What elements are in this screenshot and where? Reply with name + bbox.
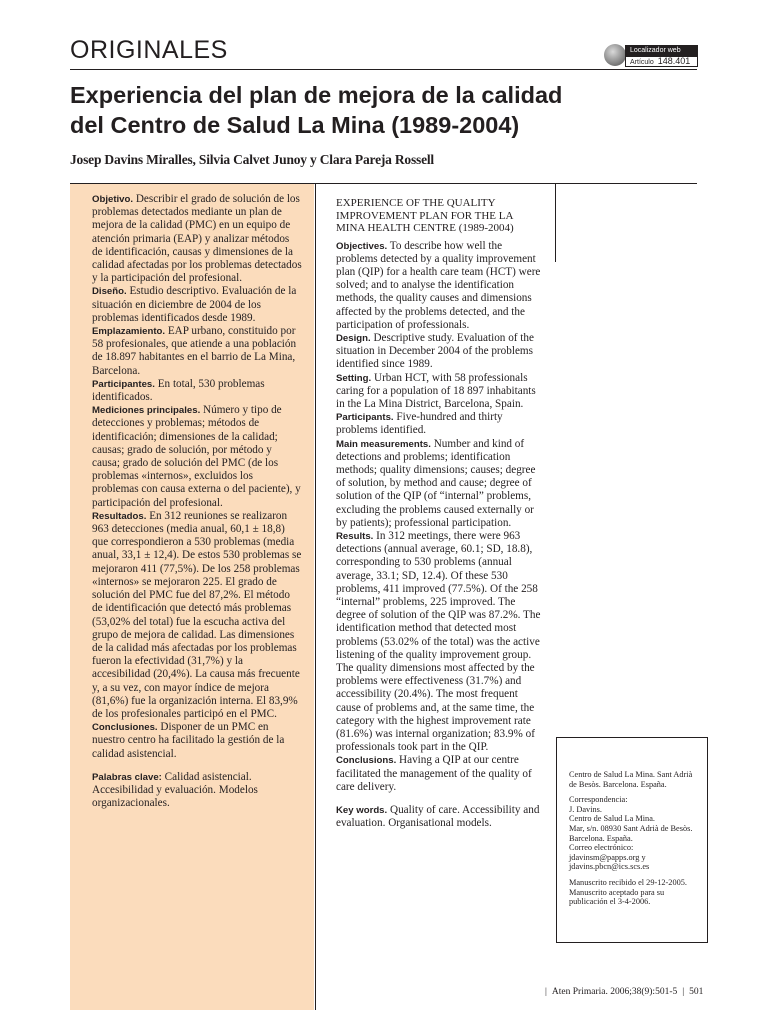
correspondence-line: J. Davins. (569, 804, 602, 814)
abstract-label: Mediciones principales. (92, 405, 201, 417)
email-link[interactable]: jdavins.pbcn@ics.scs.es (569, 862, 650, 872)
abstract-paragraph (92, 325, 302, 378)
abstract-paragraph (92, 378, 302, 404)
abstract-label: Objetivo. (92, 194, 134, 205)
abstract-text: Urban HCT, with 58 professionals caring for a population of 18 897 inhabitants in the La Mina District, Barcelona, Spain. (336, 371, 536, 410)
abstract-text: Estudio descriptivo. Evaluación de la situación en diciembre de 2004 de los problemas identificados desde 1989. (92, 285, 297, 324)
section-divider (70, 69, 697, 70)
abstract-paragraph (336, 372, 542, 412)
abstract-text: Having a QIP at our centre facilitated the management of the quality of care delivery. (336, 754, 532, 793)
abstract-text: En total, 530 problemas identificados. (92, 377, 265, 404)
correspondence-line: Correo electrónico: (569, 843, 634, 853)
received-date: Manuscrito recibido el 29-12-2005. (569, 877, 687, 887)
page-number: 501 (689, 987, 704, 997)
page-footer: | Aten Primaria. 2006;38(9):501-5 | 501 (545, 987, 704, 997)
abstract-label: Results. (336, 530, 374, 542)
abstract-label: Diseño. (92, 286, 127, 298)
locator-article-label: Artículo (630, 59, 654, 66)
abstract-paragraph (336, 240, 542, 332)
title-line-1: Experiencia del plan de mejora de la calidad (70, 82, 563, 108)
abstract-label: Emplazamiento. (92, 326, 166, 338)
affiliation-center: Centro de Salud La Mina. Sant Adrià de Besòs. Barcelona. España. (569, 770, 693, 789)
abstract-paragraph (336, 332, 542, 372)
abstract-label: Conclusiones. (92, 722, 158, 734)
abstract-paragraph (336, 754, 542, 794)
abstract-label: Objectives. (336, 240, 388, 252)
keywords-label: Palabras clave: (92, 771, 162, 783)
abstract-paragraph (92, 285, 302, 325)
accepted-date: Manuscrito aceptado para su publicación el 3-4-2006. (569, 887, 665, 907)
abstract-paragraph (92, 721, 302, 761)
abstract-text: Describir el grado de solución de los problemas detectados mediante un plan de mejora de la calidad (PMC) en un equipo de atención primaria (EAP) y analizar métodos de identificación, causas y dimensiones de la calidad afectadas por los problemas detectados y la participación del profesional. (92, 193, 302, 285)
abstract-label: Main measurements. (336, 438, 431, 450)
locator-label: Localizador web (625, 45, 698, 56)
abstract-paragraph (336, 411, 542, 437)
abstract-paragraph (336, 530, 542, 754)
abstract-text: Number and kind of detections and problems; identification methods; quality dimensions; causes; degree of solution, by method and cause; degree of solution of the QIP (of “internal” problems, excluding the problems caused externally or by patients); professional participation. (336, 437, 536, 529)
section-label: ORIGINALES (70, 36, 228, 64)
abstract-label: Participants. (336, 412, 394, 424)
abstract-label: Conclusions. (336, 755, 397, 767)
abstract-text: Descriptive study. Evaluation of the situation in December 2004 of the problems identified since 1989. (336, 331, 534, 371)
keywords-label: Key words. (336, 805, 388, 817)
abstract-text: En 312 reuniones se realizaron 963 detecciones (media anual, 60,1 ± 18,8) que correspondieron a 530 problemas (media anual, 33,1 ± 12,4). De estos 530 problemas se mejoraron 411 (77,5%). De los 258 problemas «internos» se mejoraron 225. El grado de solución del PMC fue del 87,2%. El método de identificación que detectó más problemas (53,02% del total) fue la escucha activa del grupo de mejora de calidad. Las dimensiones de la calidad más afectadas por los problemas fueron la efectividad (31,7%) y la accesibilidad (20,4%). La causa más frecuente y, a su vez, con mayor índice de mejora (81,6%) fue la organización interna. El 83,9% de los profesionales participó en el PMC. (92, 509, 302, 720)
abstract-text: Five-hundred and thirty problems identified. (336, 411, 503, 437)
journal-citation: Aten Primaria. 2006;38(9):501-5 (551, 987, 678, 997)
keywords-text: Calidad asistencial. Accesibilidad y evaluación. Modelos organizacionales. (92, 770, 258, 810)
abstract-label: Participantes. (92, 378, 155, 390)
abstract-paragraph (92, 510, 302, 721)
column-divider (315, 184, 316, 1010)
web-locator-badge[interactable] (604, 43, 698, 70)
abstract-text: Número y tipo de detecciones y problemas; métodos de identificación; dimensiones de la calidad; causas; grado de solución, por método y causa; grado de solución del PMC (de los problemas «internos», excluidos los problemas con causa externa o del paciente), y participación del profesional. (92, 404, 301, 509)
correspondence-line: Mar, s/n. 08930 Sant Adrià de Besòs. Barcelona. España. (569, 823, 693, 843)
locator-article-number: 148.401 (657, 56, 691, 66)
abstract-text: To describe how well the problems detected by a quality improvement plan (QIP) for a health care team (HCT) were solved; and to analyse the identification methods, the quality causes and dimensions affected by the problems detected, and the participation of professionals. (336, 239, 541, 331)
correspondence-line: Centro de Salud La Mina. (569, 814, 655, 824)
authors: Josep Davins Miralles, Silvia Calvet Junoy y Clara Pareja Rossell (70, 152, 434, 167)
abstract-text: Disponer de un PMC en nuestro centro ha facilitado la gestión de la calidad asistencial. (92, 721, 285, 760)
abstract-label: Design. (336, 332, 371, 344)
locator-icon (604, 44, 626, 66)
english-abstract (336, 197, 542, 830)
abstract-paragraph (336, 438, 542, 530)
keywords (336, 804, 542, 830)
keywords-text: Quality of care. Accessibility and evaluation. Organisational models. (336, 804, 540, 830)
abstract-text: EAP urbano, constituido por 58 profesionales, que atiende a una población de 18.897 habitantes en el barrio de La Mina, Barcelona. (92, 325, 297, 377)
manuscript-dates (569, 878, 699, 907)
correspondence-line: Correspondencia: (569, 795, 628, 805)
keywords (92, 771, 302, 811)
column-divider (555, 184, 556, 262)
english-abstract-title: EXPERIENCE OF THE QUALITY IMPROVEMENT PLAN FOR THE LA MINA HEALTH CENTRE (1989-2004) (336, 197, 514, 234)
abstract-label: Setting. (336, 372, 372, 384)
email-link[interactable]: jdavinsm@papps.org y (569, 852, 646, 862)
correspondence (569, 795, 699, 872)
article-title (70, 80, 680, 140)
abstract-paragraph (92, 193, 302, 285)
abstract-paragraph (92, 404, 302, 510)
abstract-text: In 312 meetings, there were 963 detections (annual average, 60.1; SD, 18.8), corresponding to 530 problems (annual average, 33.1; SD, 12.4). Of these 530 problems, 411 improved (77.5%). Of the 258 “internal” problems, 225 improved. The degree of solution of the QIP was 87.2%. The identification method that detected most problems (53.02% of the total) was the active listening of the quality improvement group. The quality dimensions most affected by the problems were effectiveness (31.7%) and accessibility (20.4%). The most frequent cause of problems and, at the same time, the category with the highest improvement rate (81.6%) was internal organization; 83.9% of professionals took part in the QIP. (336, 529, 541, 754)
locator-article (625, 56, 698, 67)
spanish-abstract (92, 193, 302, 810)
title-line-2: del Centro de Salud La Mina (1989-2004) (70, 112, 520, 138)
abstract-label: Resultados. (92, 510, 147, 522)
affiliation (569, 770, 699, 907)
